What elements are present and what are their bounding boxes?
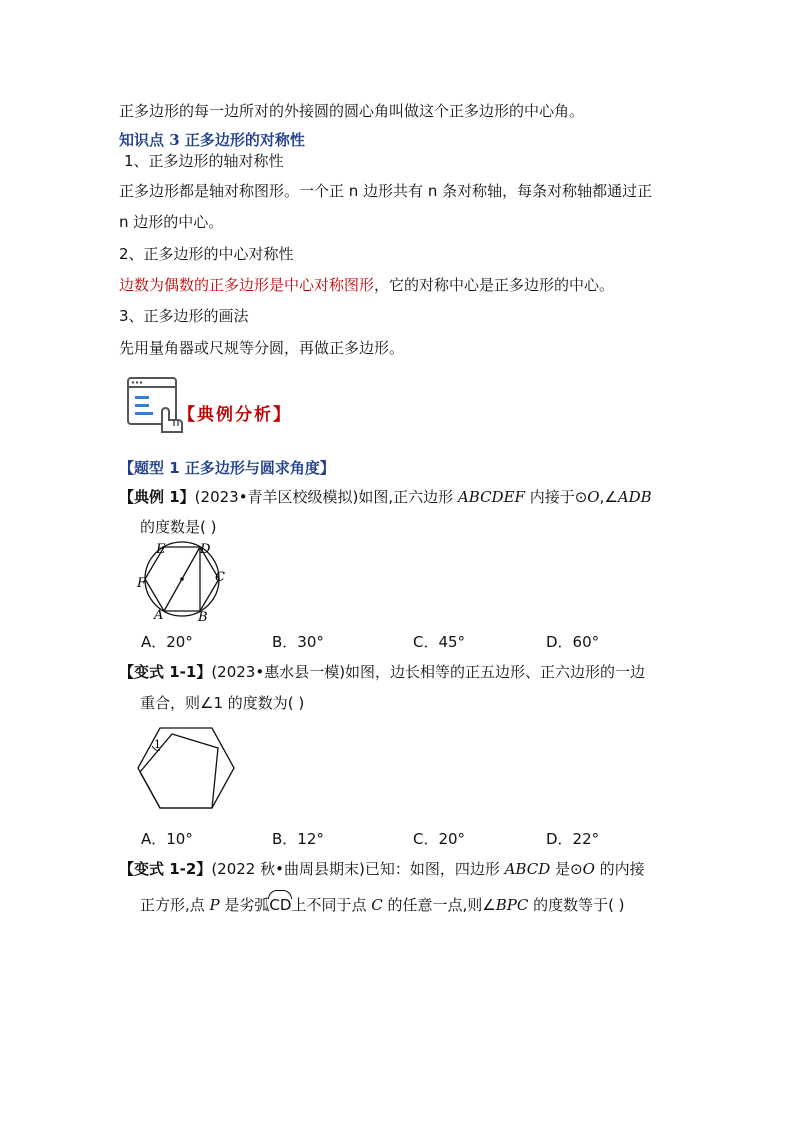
- axis-symmetry-heading: 1、正多边形的轴对称性: [124, 152, 284, 170]
- center-symmetry-heading: 2、正多边形的中心对称性: [119, 245, 294, 263]
- example-1-option-b[interactable]: B．30°: [272, 633, 324, 651]
- variant-1-2-question: 正方形,点 P 是劣弧CD上不同于点 C 的任意一点,则∠BPC 的度数等于( ): [140, 896, 625, 914]
- variant-1-2-tag: 【变式 1-2】: [119, 860, 212, 878]
- variant-1-1-stem: 【变式 1-1】(2023•惠水县一模)如图，边长相等的正五边形、正六边形的一边: [119, 663, 646, 681]
- arc-cd: CD: [269, 896, 292, 914]
- pentagon-hexagon-figure: [136, 724, 236, 812]
- example-1-tag: 【典例 1】: [119, 488, 195, 506]
- label-E: E: [156, 542, 166, 557]
- angle-1-label: 1: [154, 738, 161, 751]
- example-1-stem: 【典例 1】(2023•青羊区校级模拟)如图,正六边形 ABCDEF 内接于⊙O,∠ADB: [119, 488, 652, 506]
- variant-1-1-option-d[interactable]: D．22°: [546, 830, 600, 848]
- variant-1-1-option-c[interactable]: C．20°: [413, 830, 466, 848]
- drawing-method-heading: 3、正多边形的画法: [119, 307, 249, 325]
- browser-hand-icon: [126, 376, 186, 434]
- label-A: A: [154, 608, 164, 623]
- label-D: D: [200, 542, 211, 557]
- variant-1-1-tag: 【变式 1-1】: [119, 663, 212, 681]
- axis-symmetry-text-2: n 边形的中心。: [119, 213, 224, 231]
- label-B: B: [198, 610, 208, 625]
- variant-1-2-stem: 【变式 1-2】(2022 秋•曲周县期末)已知：如图，四边形 ABCD 是⊙O 的内接: [119, 860, 645, 878]
- label-F: F: [137, 576, 147, 591]
- center-symmetry-highlight: 边数为偶数的正多边形是中心对称图形: [119, 276, 375, 294]
- example-1-option-d[interactable]: D．60°: [546, 633, 600, 651]
- hexagon-in-circle-figure: [132, 537, 242, 625]
- example-1-option-c[interactable]: C．45°: [413, 633, 466, 651]
- topic-1-title: 【题型 1 正多边形与圆求角度】: [119, 459, 335, 477]
- variant-1-1-option-b[interactable]: B．12°: [272, 830, 324, 848]
- example-1-question: 的度数是( ): [140, 518, 217, 536]
- variant-1-1-option-a[interactable]: A．10°: [141, 830, 193, 848]
- center-symmetry-rest: ，它的对称中心是正多边形的中心。: [374, 276, 615, 294]
- center-symmetry-text: [119, 274, 614, 295]
- example-analysis-banner: 【典例分析】: [178, 405, 292, 425]
- drawing-method-text: 先用量角器或尺规等分圆，再做正多边形。: [119, 339, 405, 357]
- knowledge-point-3-title: 知识点 3 正多边形的对称性: [119, 131, 305, 149]
- variant-1-1-question: 重合，则∠1 的度数为( ): [140, 694, 305, 712]
- axis-symmetry-text-1: 正多边形都是轴对称图形。一个正 n 边形共有 n 条对称轴，每条对称轴都通过正: [119, 182, 653, 200]
- example-1-option-a[interactable]: A．20°: [141, 633, 193, 651]
- central-angle-definition: 正多边形的每一边所对的外接圆的圆心角叫做这个正多边形的中心角。: [119, 102, 585, 120]
- label-C: C: [215, 570, 225, 585]
